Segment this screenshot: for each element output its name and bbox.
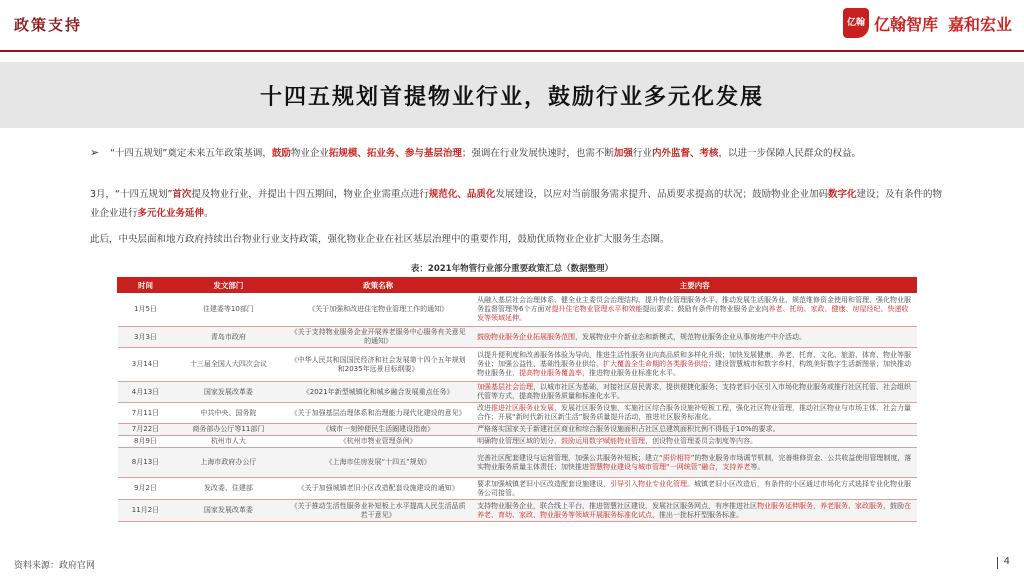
text-run: ；强调在行业发展快速时，也需不断 (461, 148, 614, 159)
title-band (0, 62, 1024, 128)
highlight-text: 智慧物业建设与城市管理“一网统管”融合，支持养老 (589, 462, 751, 471)
cell-policy-name: 《杭州市物业管理条例》 (283, 436, 473, 448)
cell-dept: 住建委等10部门 (173, 293, 283, 327)
highlight-text: 引导引入物业专业化管理 (610, 479, 688, 488)
cell-content (473, 436, 916, 448)
highlight-text: 推进社区服务业发展 (491, 404, 555, 412)
cell-dept: 上海市政府办公厅 (173, 448, 283, 478)
cell-dept: 中共中央、国务院 (173, 403, 283, 424)
text-run: 此后，中央层面和地方政府持续出台物业行业支持政策，强化物业企业在社区基层治理中的重要作用，鼓励优质物业企业扩大服务生态圈。 (90, 234, 670, 245)
cell-date: 7月11日 (118, 403, 174, 424)
text-run: 3月，“十四五规划” (90, 189, 173, 200)
source-note: 资料来源：政府官网 (14, 561, 96, 571)
logo-badge-icon: 亿翰 (843, 8, 869, 38)
text-run: ；建设智慧城市和数字乡村，构筑美好数字生活新图景；加快推动物业服务业， (477, 360, 912, 377)
cell-policy-name: 《关于加强城镇老旧小区改造配套设施建设的通知》 (283, 478, 473, 500)
brand-logo (843, 8, 1012, 38)
highlight-text: 物业服务延伸服务，养老服务、家政服务 (757, 501, 884, 510)
cell-policy-name: 《中华人民共和国国民经济和社会发展第十四个五年规划和2035年远景目标纲要》 (283, 348, 473, 382)
highlight-text: 规范化、品质化 (428, 189, 496, 200)
cell-date: 1月5日 (118, 293, 174, 327)
table-row (118, 448, 917, 478)
text-run: 发展建设，以应对当前服务需求提升、品质要求提高的状况；鼓励物业企业加码 (495, 189, 828, 200)
policy-table (117, 277, 917, 522)
text-run: 从融入基层社会治理体系、健全业主委员会治理结构、提升物业管理服务水平、推动发展生活服务业、规范维修资金使用和管理、强化物业服务监督管理等6个方面对 (477, 296, 912, 313)
cell-policy-name: 《2021年新型城镇化和城乡融合发展重点任务》 (283, 382, 473, 403)
paragraph-3 (90, 230, 950, 249)
highlight-text: 在养老、育幼、家政、物业服务等领域开展服务标准化试点 (477, 501, 912, 519)
table-row (118, 327, 917, 348)
table-row (118, 478, 917, 500)
highlight-text: 数字化 (827, 189, 857, 200)
header-content: 主要内容 (473, 278, 916, 293)
logo-brand-1: 亿翰智库 (873, 14, 938, 34)
cell-content (473, 327, 916, 348)
text-run: 行业 (632, 148, 652, 159)
text-run: 明确物业管理区域的划分， (477, 437, 562, 445)
text-run: 物业企业 (290, 148, 329, 159)
cell-date: 9月2日 (118, 478, 174, 500)
cell-dept: 杭州市人大 (173, 436, 283, 448)
header-name: 政策名称 (283, 278, 473, 293)
text-run: ”的物业服务市场调节机制，完善维修资金、公共收益使用管理制度，落实物业服务质量主体责任；加快推进 (477, 453, 912, 471)
text-run: 要求加强城镇老旧小区改造配套设施建设， (477, 479, 611, 488)
cell-dept: 十三届全国人大四次会议 (173, 348, 283, 382)
table-row (118, 403, 917, 424)
text-run: 改进 (477, 404, 492, 412)
paragraph-1 (90, 144, 950, 163)
header-date: 时间 (118, 278, 174, 293)
text-run: 建设；及有条件的物业企业进行 (90, 189, 942, 219)
header-divider (0, 50, 1024, 52)
cell-date: 4月13日 (118, 382, 174, 403)
cell-dept: 发改委、住建部 (173, 478, 283, 500)
highlight-text: 鼓励物业服务企业拓展服务范围 (477, 332, 576, 341)
cell-dept: 国家发展改革委 (173, 382, 283, 403)
cell-policy-name: 《城市一刻钟便民生活圈建设指南》 (283, 424, 473, 436)
highlight-text: 加强 (613, 148, 633, 159)
cell-date: 3月3日 (118, 327, 174, 348)
table-header-row (118, 278, 917, 293)
table-row (118, 424, 917, 436)
cell-date: 11月2日 (118, 500, 174, 522)
page-divider (997, 557, 998, 569)
cell-date: 3月14日 (118, 348, 174, 382)
text-run: 完善社区配套建设与运营管理，加强公共服务补短板；建立“ (477, 453, 663, 462)
cell-content (473, 403, 916, 424)
highlight-text: 鼓励运用数字赋能物业管理 (561, 437, 646, 445)
cell-dept: 商务部办公厅等11部门 (173, 424, 283, 436)
page-number: 4 (1003, 556, 1010, 567)
text-run: 支持物业服务企业，联合线上平台，推进智慧社区建设，发展社区服务网点，有序推进社区 (477, 501, 758, 510)
cell-policy-name: 《关于支持物业服务企业开展养老服务中心服务有关意见的通知》 (283, 327, 473, 348)
paragraph-2 (90, 185, 950, 223)
cell-content (473, 348, 916, 382)
highlight-text: 提升住宅物业管理水平和效能 (551, 305, 643, 313)
cell-policy-name: 《上海市住房发展“十四五”规划》 (283, 448, 473, 478)
arrow-bullet-icon: ➢ (90, 146, 100, 159)
table-row (118, 500, 917, 522)
text-run: ，发展社区服务设施，实施社区综合服务设施补短板工程，强化社区物业管理，推动社区物业与市场主体、社会力量合作；开展“新时代新社区新生活”服务质量提升活动，推进社区服务标准化。 (477, 404, 912, 421)
text-run: 等。 (750, 462, 765, 471)
logo-brand-2: 嘉和宏业 (947, 14, 1012, 34)
header-dept: 发文部门 (173, 278, 283, 293)
cell-policy-name: 《关于推动生活性服务业补短板上水平提高人民生活品质若干意见》 (283, 500, 473, 522)
text-run: ，推出一批标杆型服务标准。 (652, 510, 744, 519)
highlight-text: 鼓励 (271, 148, 291, 159)
section-tag: 政策支持 (14, 16, 83, 34)
cell-content (473, 500, 916, 522)
text-run: 提及物业行业，并提出十四五期间，物业企业需重点进行 (191, 189, 429, 200)
cell-date: 8月13日 (118, 448, 174, 478)
cell-dept: 青岛市政府 (173, 327, 283, 348)
highlight-text: 内外监督、考核 (651, 148, 719, 159)
text-run: 。城镇老旧小区改造后，有条件的小区通过市场化方式选择专业化物业服务公司接管。 (477, 479, 912, 497)
text-run: ，创设物业管理委员会制度等内容。 (645, 437, 758, 445)
text-run: “十四五规划”奠定未来五年政策基调， (110, 148, 272, 159)
cell-content (473, 293, 916, 327)
text-run: 。 (519, 314, 527, 322)
highlight-text: 提高物业服务覆盖率 (519, 369, 583, 377)
text-run: ，鼓励 (883, 501, 905, 510)
page-title: 十四五规划首提物业行业，鼓励行业多元化发展 (259, 83, 764, 110)
text-run: 以提升便利度和改善服务体验为导向，推进生活性服务业向高品质和多样化升级；加快发展健康、养老、托育、文化、旅游、体育、物业等服务业；加强公益性、基础性服务业供给， (477, 351, 912, 368)
table-row (118, 348, 917, 382)
cell-content (473, 478, 916, 500)
text-run: 严格落实国家关于新建社区商业和综合服务设施面积占社区总建筑面积比例不得低于10%的要求。 (477, 425, 780, 433)
highlight-text: 拓规模、拓业务、参与基层治理 (328, 148, 462, 159)
text-run: ，发展物业中介新业态和新模式，规范物业服务企业从事房地产中介活动。 (575, 332, 807, 341)
table-row (118, 293, 917, 327)
cell-date: 8月9日 (118, 436, 174, 448)
cell-content (473, 382, 916, 403)
cell-policy-name: 《关于加强基层治理体系和治理能力现代化建设的意见》 (283, 403, 473, 424)
cell-content (473, 424, 916, 436)
text-run: 提出要求；鼓励有条件的物业服务企业向 (642, 305, 769, 313)
text-run: ，以城市社区为基础，对接社区居民需求，提供便捷化服务；支持老旧小区引入市场化物业服务或推行社区托管、社会组织代管等方式，提高物业服务质量和标准化水平。 (477, 383, 912, 400)
cell-dept: 国家发展改革委 (173, 500, 283, 522)
highlight-text: 扩大覆盖全生命期的各类服务供给 (603, 360, 709, 368)
text-run: ，推进物业服务业标准化水平。 (582, 369, 681, 377)
table-row (118, 382, 917, 403)
text-run: ，以进一步保障人民群众的权益。 (718, 148, 861, 159)
highlight-text: 首次 (172, 189, 192, 200)
cell-policy-name: 《关于加强和改进住宅物业管理工作的通知》 (283, 293, 473, 327)
text-run: 。 (204, 208, 214, 219)
cell-content (473, 448, 916, 478)
table-row (118, 436, 917, 448)
highlight-text: 加强基层社会治理 (477, 383, 534, 391)
highlight-text: 养老、托幼、家政、健康、房屋经纪、快递收发等领域延伸 (477, 305, 909, 322)
table-caption: 表：2021年物管行业部分重要政策汇总（数据整理） (410, 264, 614, 274)
cell-date: 7月22日 (118, 424, 174, 436)
highlight-text: 多元化业务延伸 (137, 208, 205, 219)
highlight-text: 质价相符 (662, 453, 691, 462)
